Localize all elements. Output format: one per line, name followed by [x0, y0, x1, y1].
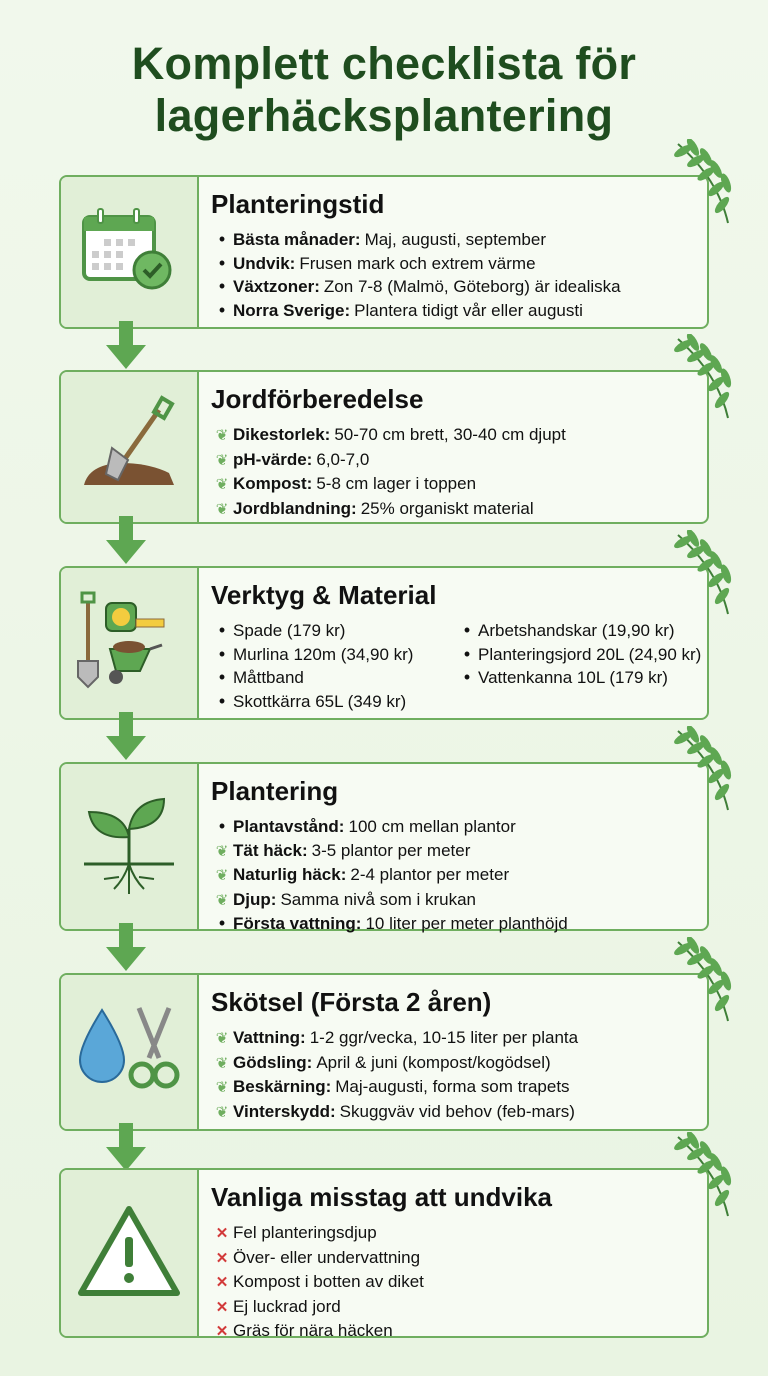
leaf-branch-icon	[648, 1132, 738, 1217]
item-label: Jordblandning:	[233, 498, 357, 518]
item-text: Samma nivå som i krukan	[280, 889, 477, 909]
bullet-icon: •	[218, 913, 226, 933]
item-text: 3-5 plantor per meter	[311, 840, 471, 860]
section-card	[59, 175, 709, 329]
bullet-icon: •	[218, 276, 226, 296]
sprout-icon: ❦	[215, 1054, 229, 1072]
section-title: Planteringstid	[211, 189, 385, 219]
section-title: Skötsel (Första 2 åren)	[211, 987, 492, 1017]
sprout-icon: ❦	[215, 1103, 229, 1121]
sprout-icon: ❦	[215, 891, 229, 909]
item-label: Vinterskydd:	[233, 1101, 336, 1121]
leaf-branch-icon	[648, 530, 738, 615]
item-text: Måttband	[233, 668, 304, 687]
shovel-soil-icon	[74, 390, 184, 505]
item-label: Norra Sverige:	[233, 300, 351, 320]
column	[211, 619, 456, 713]
list-item	[211, 1319, 707, 1344]
list-item	[211, 666, 456, 690]
item-text: Spade (179 kr)	[233, 621, 346, 640]
bullet-icon: •	[218, 252, 226, 273]
item-label: Naturlig häck:	[233, 865, 347, 884]
item-text: Kompost i botten av diket	[233, 1272, 424, 1291]
leaf-branch-icon	[648, 937, 738, 1022]
section-card	[59, 1168, 709, 1338]
list-item	[456, 666, 701, 690]
list-item	[211, 228, 707, 252]
list-item	[211, 1100, 707, 1125]
water-drop-scissors-icon	[74, 1000, 184, 1105]
item-label: pH-värde:	[233, 449, 313, 469]
item-label: Gödsling:	[233, 1052, 313, 1072]
item-label: Vattning:	[233, 1028, 306, 1047]
item-text: Över- eller undervattning	[233, 1247, 421, 1267]
leaf-branch-icon	[648, 334, 738, 419]
arrow-down-icon	[106, 712, 146, 765]
section-title: Jordförberedelse	[211, 384, 424, 414]
sprout-icon: ❦	[215, 427, 229, 444]
item-label: Växtzoner:	[233, 277, 320, 296]
item-label: Tät häck:	[233, 840, 308, 860]
item-text: Fel planteringsdjup	[233, 1223, 377, 1242]
list-item	[211, 423, 707, 448]
list-item	[211, 472, 707, 497]
list-item	[211, 448, 707, 473]
item-text: Maj, augusti, september	[364, 230, 546, 249]
column	[456, 619, 701, 713]
arrow-down-icon	[106, 321, 146, 374]
sprout-icon: ❦	[215, 1079, 229, 1096]
bullet-icon: •	[463, 643, 471, 664]
sprout-icon: ❦	[215, 867, 229, 884]
warning-icon	[74, 1201, 184, 1306]
list-item	[211, 252, 707, 276]
section-card	[59, 762, 709, 931]
item-text: Murlina 120m (34,90 kr)	[233, 644, 414, 664]
bullet-icon: •	[218, 690, 226, 711]
bullet-icon: •	[463, 667, 471, 687]
bullet-icon: •	[218, 667, 226, 687]
item-text: 2-4 plantor per meter	[350, 865, 510, 884]
section-title: Vanliga misstag att undvika	[211, 1182, 552, 1212]
list-item	[211, 1295, 707, 1320]
item-label: Bästa månader:	[233, 230, 361, 249]
item-text: Skuggväv vid behov (feb-mars)	[339, 1101, 575, 1121]
bullet-icon: •	[218, 620, 226, 640]
item-text: 5-8 cm lager i toppen	[316, 474, 477, 493]
list-item	[211, 1026, 707, 1051]
cross-icon: ✕	[215, 1225, 229, 1242]
section-card	[59, 370, 709, 524]
item-text: Maj-augusti, forma som trapets	[335, 1077, 570, 1096]
page-title: Komplett checklista för lagerhäcksplantering	[131, 38, 637, 141]
section-card	[59, 566, 709, 720]
arrow-down-icon	[106, 516, 146, 569]
section-title: Plantering	[211, 776, 339, 806]
list-item	[211, 275, 707, 299]
item-label: Plantavstånd:	[233, 817, 345, 836]
section-card	[59, 973, 709, 1131]
list-item	[211, 863, 707, 888]
item-label: Första vattning:	[233, 914, 362, 933]
item-label: Djup:	[233, 889, 277, 909]
sprout-icon: ❦	[215, 842, 229, 860]
list-item	[211, 299, 707, 323]
item-text: 10 liter per meter planthöjd	[365, 914, 568, 933]
list-item	[211, 839, 707, 864]
list-item	[211, 1221, 707, 1246]
list-item	[211, 815, 707, 839]
seedling-roots-icon	[74, 789, 184, 904]
list-item	[211, 1051, 707, 1076]
list-item	[211, 643, 456, 667]
item-text: 100 cm mellan plantor	[348, 817, 516, 836]
list-item	[211, 1270, 707, 1295]
item-text: Vattenkanna 10L (179 kr)	[478, 668, 668, 687]
bullet-icon: •	[218, 299, 226, 320]
cross-icon: ✕	[215, 1274, 229, 1291]
sprout-icon: ❦	[215, 476, 229, 493]
sprout-icon: ❦	[215, 451, 229, 469]
list-item	[456, 643, 701, 667]
arrow-down-icon	[106, 923, 146, 976]
list-item	[211, 1075, 707, 1100]
item-label: Undvik:	[233, 253, 296, 273]
list-item	[211, 497, 707, 522]
item-text: 25% organiskt material	[360, 498, 534, 518]
item-text: 50-70 cm brett, 30-40 cm djupt	[334, 425, 566, 444]
item-text: April & juni (kompost/kogödsel)	[316, 1052, 551, 1072]
leaf-branch-icon	[648, 726, 738, 811]
bullet-icon: •	[218, 643, 226, 664]
item-text: Zon 7-8 (Malmö, Göteborg) är idealiska	[323, 277, 621, 296]
item-text: 1-2 ggr/vecka, 10-15 liter per planta	[309, 1028, 579, 1047]
item-text: Frusen mark och extrem värme	[299, 253, 536, 273]
list-item	[211, 888, 707, 913]
item-label: Kompost:	[233, 474, 313, 493]
tools-icon	[74, 591, 184, 696]
item-text: Planteringsjord 20L (24,90 kr)	[478, 644, 702, 664]
sprout-icon: ❦	[215, 500, 229, 518]
item-text: Gräs för nära häcken	[233, 1321, 393, 1340]
calendar-check-icon	[74, 205, 184, 300]
cross-icon: ✕	[215, 1298, 229, 1316]
list-item	[211, 619, 456, 643]
list-item	[211, 1246, 707, 1271]
sprout-icon: ❦	[215, 1030, 229, 1047]
bullet-icon: •	[218, 229, 226, 249]
list-item	[456, 619, 701, 643]
item-text: Skottkärra 65L (349 kr)	[233, 691, 407, 711]
cross-icon: ✕	[215, 1249, 229, 1267]
leaf-branch-icon	[648, 139, 738, 224]
bullet-icon: •	[463, 620, 471, 640]
item-text: Plantera tidigt vår eller augusti	[354, 300, 583, 320]
item-label: Beskärning:	[233, 1077, 332, 1096]
item-text: Arbetshandskar (19,90 kr)	[478, 621, 675, 640]
item-text: 6,0-7,0	[316, 449, 370, 469]
list-item	[211, 690, 456, 714]
item-text: Ej luckrad jord	[233, 1296, 341, 1316]
cross-icon: ✕	[215, 1323, 229, 1340]
list-item	[211, 912, 707, 936]
section-title: Verktyg & Material	[211, 580, 437, 610]
item-label: Dikestorlek:	[233, 425, 331, 444]
bullet-icon: •	[218, 816, 226, 836]
